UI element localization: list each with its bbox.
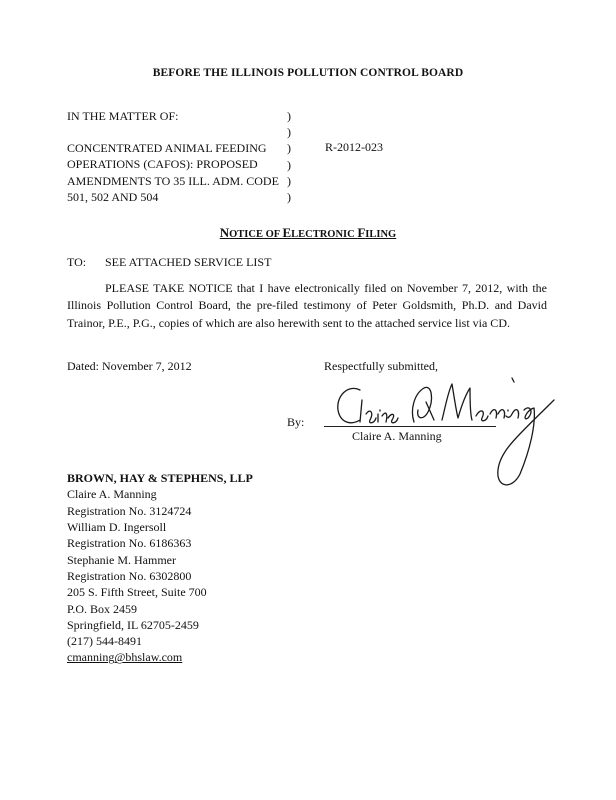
firm-line: Stephanie M. Hammer (67, 552, 176, 567)
recipient-line (67, 254, 271, 270)
firm-line: Registration No. 6302800 (67, 568, 192, 583)
by-label: By: (287, 415, 305, 429)
notice-text: that I have electronically filed on November 7, 2012, with the Illinois Pollution Control Board, the pre-filed testimony of Peter Goldsmith, Ph.D. and David Trainor, P.E., P.G., copies of which are also herewith sent to the attached service list via CD. (67, 281, 548, 330)
notice-title-initial: N (219, 225, 230, 240)
caption-line: AMENDMENTS TO 35 ILL. ADM. CODE (67, 173, 279, 188)
firm-line: William D. Ingersoll (67, 519, 167, 534)
notice-title-initial: F (357, 225, 366, 240)
to-value: SEE ATTACHED SERVICE LIST (105, 255, 272, 269)
notice-title-part: ILING (365, 229, 397, 240)
board-heading: BEFORE THE ILLINOIS POLLUTION CONTROL BOARD (152, 67, 464, 79)
docket-number: R-2012-023 (325, 140, 383, 154)
caption-paren: ) (287, 157, 291, 172)
notice-lead: PLEASE TAKE NOTICE (105, 281, 233, 295)
date-line: Dated: November 7, 2012 (67, 359, 192, 373)
email-link[interactable]: cmanning@bhslaw.com (67, 650, 183, 665)
signature-stroke (338, 388, 360, 422)
firm-line: Registration No. 3124724 (67, 503, 192, 518)
caption-paren: ) (287, 109, 291, 123)
case-caption (67, 108, 297, 205)
signature-stroke (442, 384, 519, 421)
firm-name: BROWN, HAY & STEPHENS, LLP (67, 471, 253, 485)
signer-name: Claire A. Manning (352, 429, 442, 443)
caption-paren: ) (287, 141, 291, 156)
signature-line (324, 426, 496, 427)
caption-paren: ) (287, 189, 291, 204)
notice-title (0, 224, 616, 243)
caption-paren: ) (287, 173, 291, 188)
respectfully-submitted: Respectfully submitted, (324, 359, 438, 373)
notice-title-part: LECTRONIC (291, 229, 358, 240)
signature-stroke (360, 400, 398, 423)
caption-parentheses (287, 108, 299, 205)
firm-contact-block (67, 470, 253, 666)
in-the-matter-label: IN THE MATTER OF: (67, 109, 179, 123)
to-label: TO: (67, 255, 87, 269)
notice-title-initial: E (282, 225, 292, 240)
firm-line: Registration No. 6186363 (67, 536, 192, 551)
notice-title-part: OTICE OF (229, 229, 283, 240)
signature-stroke (512, 378, 514, 382)
notice-paragraph (67, 280, 547, 332)
caption-line: OPERATIONS (CAFOS): PROPOSED (67, 157, 258, 172)
caption-line: 501, 502 AND 504 (67, 189, 159, 204)
firm-line: Claire A. Manning (67, 487, 157, 502)
signature-stroke (412, 387, 434, 422)
firm-line: Springfield, IL 62705-2459 (67, 617, 199, 632)
caption-paren: ) (287, 125, 291, 140)
firm-line: 205 S. Fifth Street, Suite 700 (67, 585, 207, 600)
signature-stroke (498, 400, 554, 485)
firm-line: (217) 544-8491 (67, 634, 142, 649)
caption-line: CONCENTRATED ANIMAL FEEDING (67, 141, 267, 156)
firm-line: P.O. Box 2459 (67, 601, 138, 616)
